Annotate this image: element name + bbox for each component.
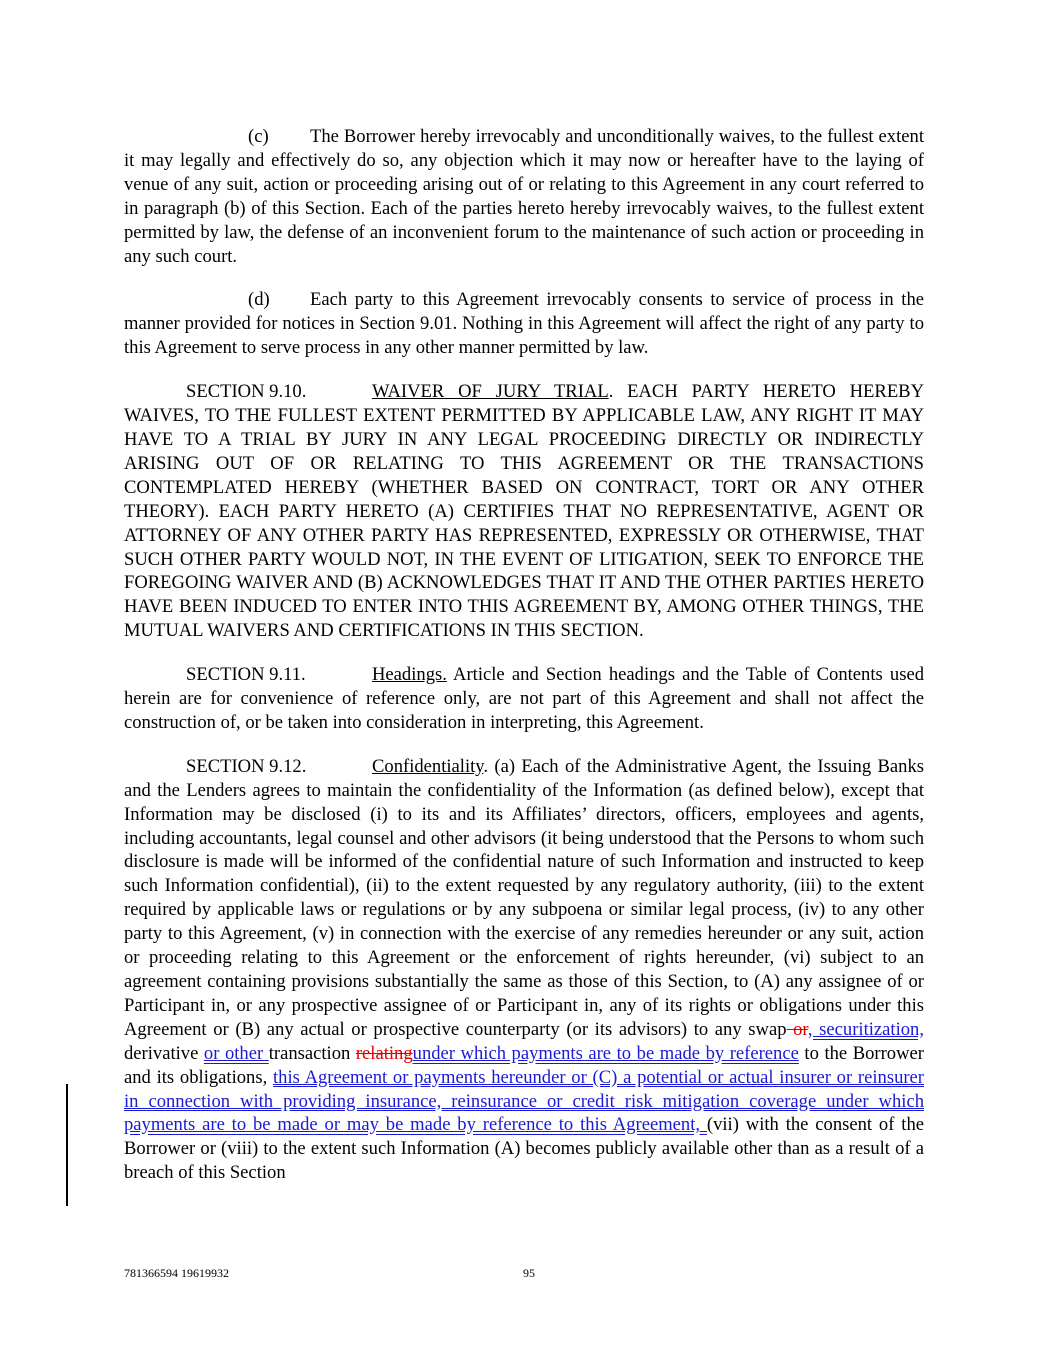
paragraph-d-label: (d) — [248, 289, 270, 311]
insertion-insurer-clause: this Agreement or payments hereunder or (C) a potential or actual insurer or reinsurer in connection with providing insurance, reinsurance or credit risk mitigation coverage under which payments are to be made or may be made by reference to this Agreement, — [124, 1066, 925, 1136]
revision-change-bar — [66, 1084, 68, 1206]
document-page — [124, 125, 924, 1205]
section-9-12-text-5: (vii) with the consent of the Borrower or (viii) to the extent such Information (A) becomes publicly available other than as a result of a breach of this Section — [124, 1114, 925, 1184]
deletion-relating: relating — [355, 1042, 413, 1064]
paragraph-c-text: The Borrower hereby irrevocably and unconditionally waives, to the fullest extent it may legally and effectively do so, any objection which it may now or hereafter have to the laying of venue of any suit, action or proceeding arising out of or relating to this Agreement in any court referred to in paragraph (b) of this Section. Each of the parties hereto hereby irrevocably waives, to the fullest extent permitted by law, the defense of an inconvenient forum to the maintenance of such action or proceeding in any such court. — [124, 126, 924, 267]
deletion-or: or — [786, 1018, 808, 1040]
paragraph-d-text: Each party to this Agreement irrevocably consents to service of process in the manner provided for notices in Section 9.01. Nothing in this Agreement will affect the right of any party to this Agreement to serve process in any other manner permitted by law. — [124, 289, 924, 359]
section-9-11 — [124, 663, 924, 735]
footer-page-number: 95 — [523, 1266, 535, 1280]
section-9-11-number: SECTION 9.11. — [186, 664, 306, 686]
section-9-12-text-2: derivative — [124, 1042, 204, 1064]
section-9-12-number: SECTION 9.12. — [186, 755, 307, 777]
section-9-12-text-3: transaction — [268, 1042, 356, 1064]
section-9-10-number: SECTION 9.10. — [186, 381, 307, 403]
section-9-12-text-4: to the Borrower and its obligations, — [124, 1042, 924, 1088]
section-9-12-text-1: . (a) Each of the Administrative Agent, the Issuing Banks and the Lenders agrees to maintain the confidentiality of the Information (as defined below), except that Information may be disclosed (i) to its and its Affiliates’ directors, officers, employees and agents, including accountants, legal counsel and other advisors (it being understood that the Persons to whom such disclosure is made will be informed of the confidential nature of such Information and instructed to keep such Information confidential), (ii) to the extent requested by any regulatory authority, (iii) to the extent required by applicable laws or regulations or by any subpoena or similar legal process, (iv) to any other party to this Agreement, (v) in connection with the exercise of any remedies hereunder or any suit, action or proceeding relating to this Agreement or the enforcement of rights hereunder, (vi) subject to an agreement containing provisions substantially the same as those of this Section, to (A) any assignee of or Participant in, or any prospective assignee of or Participant in, any of its rights or obligations under this Agreement or (B) any actual or prospective counterparty (or its advisors) to any swap — [124, 755, 924, 1040]
paragraph-d — [124, 288, 924, 360]
section-9-10 — [124, 380, 924, 643]
insertion-securitization: , securitization, — [807, 1018, 924, 1040]
section-9-10-text: . EACH PARTY HERETO HEREBY WAIVES, TO THE FULLEST EXTENT PERMITTED BY APPLICABLE LAW, ANY RIGHT IT MAY HAVE TO A TRIAL BY JURY IN ANY LEGAL PROCEEDING DIRECTLY OR INDIRECTLY ARISING OUT OF OR RELATING TO THIS AGREEMENT OR THE TRANSACTIONS CONTEMPLATED HEREBY (WHETHER BASED ON CONTRACT, TORT OR ANY OTHER THEORY). EACH PARTY HERETO (A) CERTIFIES THAT NO REPRESENTATIVE, AGENT OR ATTORNEY OF ANY OTHER PARTY HAS REPRESENTED, EXPRESSLY OR OTHERWISE, THAT SUCH OTHER PARTY WOULD NOT, IN THE EVENT OF LITIGATION, SEEK TO ENFORCE THE FOREGOING WAIVER AND (B) ACKNOWLEDGES THAT IT AND THE OTHER PARTIES HERETO HAVE BEEN INDUCED TO ENTER INTO THIS AGREEMENT BY, AMONG OTHER THINGS, THE MUTUAL WAIVERS AND CERTIFICATIONS IN THIS SECTION. — [124, 381, 925, 642]
insertion-under-which-payments: under which payments are to be made by reference — [412, 1042, 799, 1064]
section-9-11-heading: Headings. — [372, 664, 447, 686]
footer-document-id: 781366594 19619932 — [124, 1266, 229, 1280]
paragraph-c — [124, 125, 924, 268]
paragraph-c-label: (c) — [248, 126, 269, 147]
section-9-12 — [124, 755, 924, 1185]
section-9-12-heading: Confidentiality — [372, 755, 484, 777]
section-9-11-text: Article and Section headings and the Table of Contents used herein are for convenience of reference only, are not part of this Agreement and shall not affect the construction of, or be taken into consideration in interpreting, this Agreement. — [124, 664, 924, 733]
section-9-10-heading: WAIVER OF JURY TRIAL — [372, 381, 609, 403]
insertion-or-other: or other — [203, 1042, 269, 1064]
